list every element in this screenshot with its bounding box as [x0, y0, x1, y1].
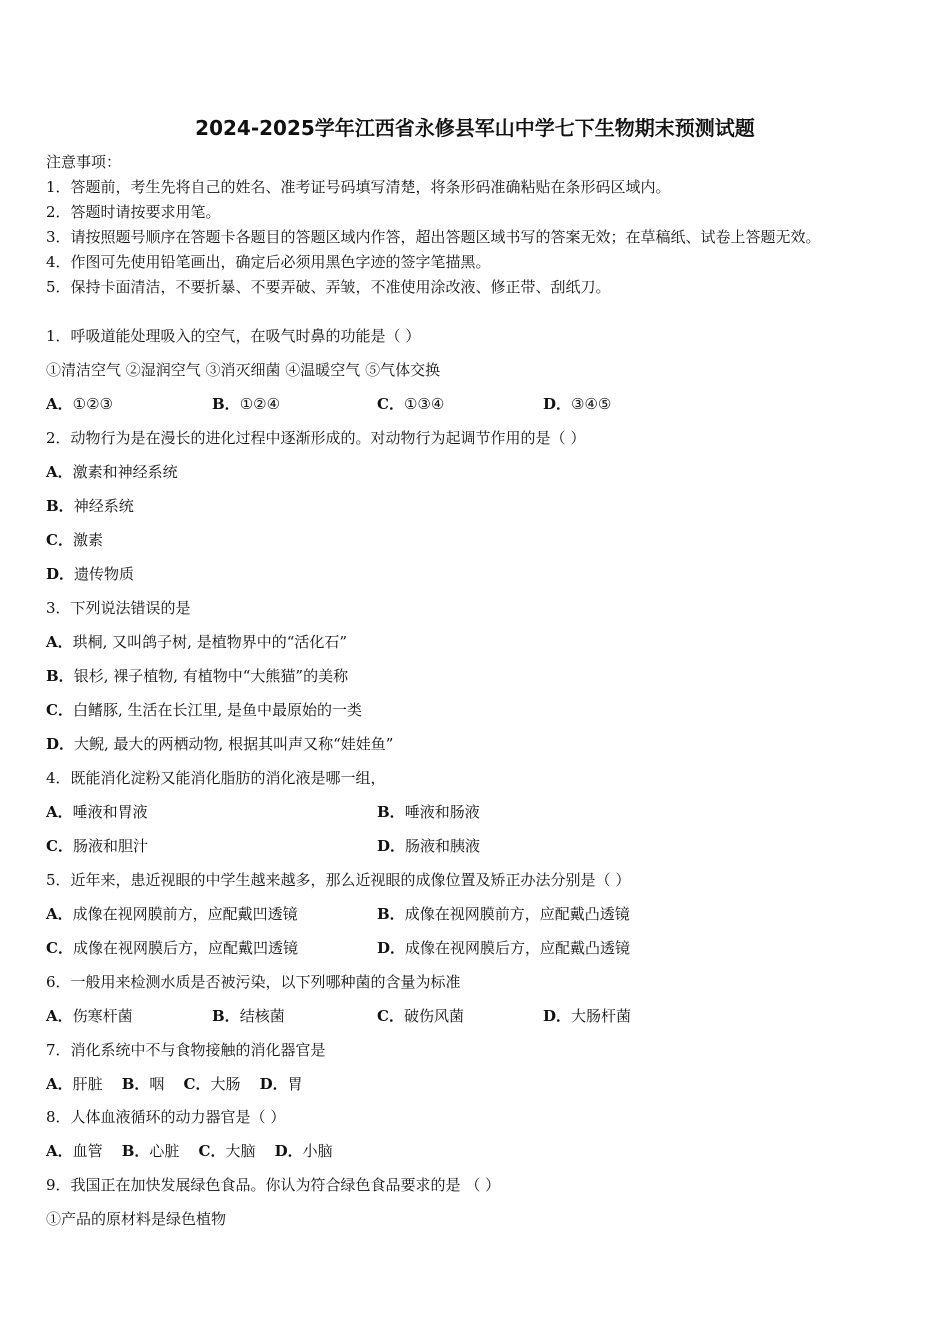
- notice-item: 5．保持卡面清洁，不要折暴、不要弄破、弄皱，不准使用涂改液、修正带、刮纸刀。: [46, 278, 611, 296]
- question-2-option-b: B．神经系统: [46, 497, 134, 515]
- question-4-stem: 4．既能消化淀粉又能消化脂肪的消化液是哪一组，: [46, 769, 386, 787]
- notice-heading: 注意事项：: [46, 153, 122, 171]
- question-8-option-a-text: 血管: [72, 1142, 103, 1160]
- question-3-option-d: D．大鲵, 最大的两栖动物, 根据其叫声又称“娃娃鱼”: [46, 735, 394, 753]
- question-6-option-d: D．大肠杆菌: [543, 1007, 632, 1025]
- question-3-stem: 3．下列说法错误的是: [46, 599, 191, 617]
- question-8-option-d-text: 小脑: [302, 1142, 333, 1160]
- question-5-option-b: B．成像在视网膜前方，应配戴凸透镜: [377, 905, 630, 923]
- question-7-options: [46, 1074, 303, 1094]
- question-8-option-b-label: B．: [121, 1142, 150, 1160]
- question-4-option-d: D．肠液和胰液: [377, 837, 481, 855]
- question-8-stem: 8．人体血液循环的动力器官是（ ）: [46, 1108, 286, 1126]
- page-title: 2024-2025学年江西省永修县军山中学七下生物期末预测试题: [195, 116, 755, 140]
- question-5-option-a: A．成像在视网膜前方，应配戴凹透镜: [46, 905, 298, 923]
- question-1-option-d: D．③④⑤: [543, 395, 612, 413]
- question-9-stem: 9．我国正在加快发展绿色食品。你认为符合绿色食品要求的是 （ ）: [46, 1176, 501, 1194]
- question-7-option-a-label: A．: [46, 1075, 73, 1093]
- question-2-option-d: D．遗传物质: [46, 565, 135, 583]
- question-7-option-b-label: B．: [121, 1075, 150, 1093]
- question-2-option-c: C．激素: [46, 531, 103, 549]
- notice-item: 3．请按照题号顺序在答题卡各题目的答题区域内作答，超出答题区域书写的答案无效；在草稿纸、试卷上答题无效。: [46, 228, 821, 246]
- question-7-option-a-text: 肝脏: [72, 1075, 103, 1093]
- question-1-option-c: C．①③④: [377, 395, 445, 413]
- question-6-option-b: B．结核菌: [212, 1007, 285, 1025]
- question-5-stem: 5．近年来，患近视眼的中学生越来越多，那么近视眼的成像位置及矫正办法分别是（ ）: [46, 871, 631, 889]
- question-9-statement: ①产品的原材料是绿色植物: [46, 1210, 227, 1228]
- question-4-option-b: B．唾液和肠液: [377, 803, 480, 821]
- question-6-option-a: A．伤寒杆菌: [46, 1007, 133, 1025]
- question-8-option-a-label: A．: [46, 1142, 73, 1160]
- question-5-option-c: C．成像在视网膜后方，应配戴凹透镜: [46, 939, 298, 957]
- question-8-option-d-label: D．: [274, 1142, 303, 1160]
- question-3-option-b: B．银杉, 裸子植物, 有植物中“大熊猫”的美称: [46, 667, 349, 685]
- question-7-option-d-label: D．: [259, 1075, 288, 1093]
- question-6-option-c: C．破伤风菌: [377, 1007, 464, 1025]
- question-6-stem: 6．一般用来检测水质是否被污染，以下列哪种菌的含量为标准: [46, 973, 461, 991]
- question-3-option-a: A．珙桐, 又叫鸽子树, 是植物界中的“活化石”: [46, 633, 348, 651]
- question-1-option-a: A．①②③: [46, 395, 113, 413]
- notice-item: 1．答题前，考生先将自己的姓名、准考证号码填写清楚，将条形码准确粘贴在条形码区域内。: [46, 178, 671, 196]
- question-8-option-c-label: C．: [198, 1142, 226, 1160]
- question-7-option-d-text: 胃: [287, 1075, 303, 1093]
- question-8-options: [46, 1141, 333, 1161]
- notice-item: 4．作图可先使用铅笔画出，确定后必须用黑色字迹的签字笔描黑。: [46, 253, 491, 271]
- question-7-option-c-label: C．: [183, 1075, 211, 1093]
- question-1-option-b: B．①②④: [212, 395, 281, 413]
- question-1-stem: 1．呼吸道能处理吸入的空气，在吸气时鼻的功能是（ ）: [46, 327, 421, 345]
- question-7-option-b-text: 咽: [149, 1075, 165, 1093]
- question-3-option-c: C．白鳍豚, 生活在长江里, 是鱼中最原始的一类: [46, 701, 363, 719]
- question-4-option-a: A．唾液和胃液: [46, 803, 148, 821]
- question-7-option-c-text: 大肠: [210, 1075, 241, 1093]
- question-2-option-a: A．激素和神经系统: [46, 463, 178, 481]
- question-4-option-c: C．肠液和胆汁: [46, 837, 148, 855]
- question-7-stem: 7．消化系统中不与食物接触的消化器官是: [46, 1041, 326, 1059]
- question-8-option-c-text: 大脑: [225, 1142, 256, 1160]
- question-8-option-b-text: 心脏: [149, 1142, 180, 1160]
- question-5-option-d: D．成像在视网膜后方，应配戴凸透镜: [377, 939, 631, 957]
- question-1-statements: ①清洁空气 ②湿润空气 ③消灭细菌 ④温暖空气 ⑤气体交换: [46, 361, 441, 379]
- question-2-stem: 2．动物行为是在漫长的进化过程中逐渐形成的。对动物行为起调节作用的是（ ）: [46, 429, 586, 447]
- notice-item: 2．答题时请按要求用笔。: [46, 203, 221, 221]
